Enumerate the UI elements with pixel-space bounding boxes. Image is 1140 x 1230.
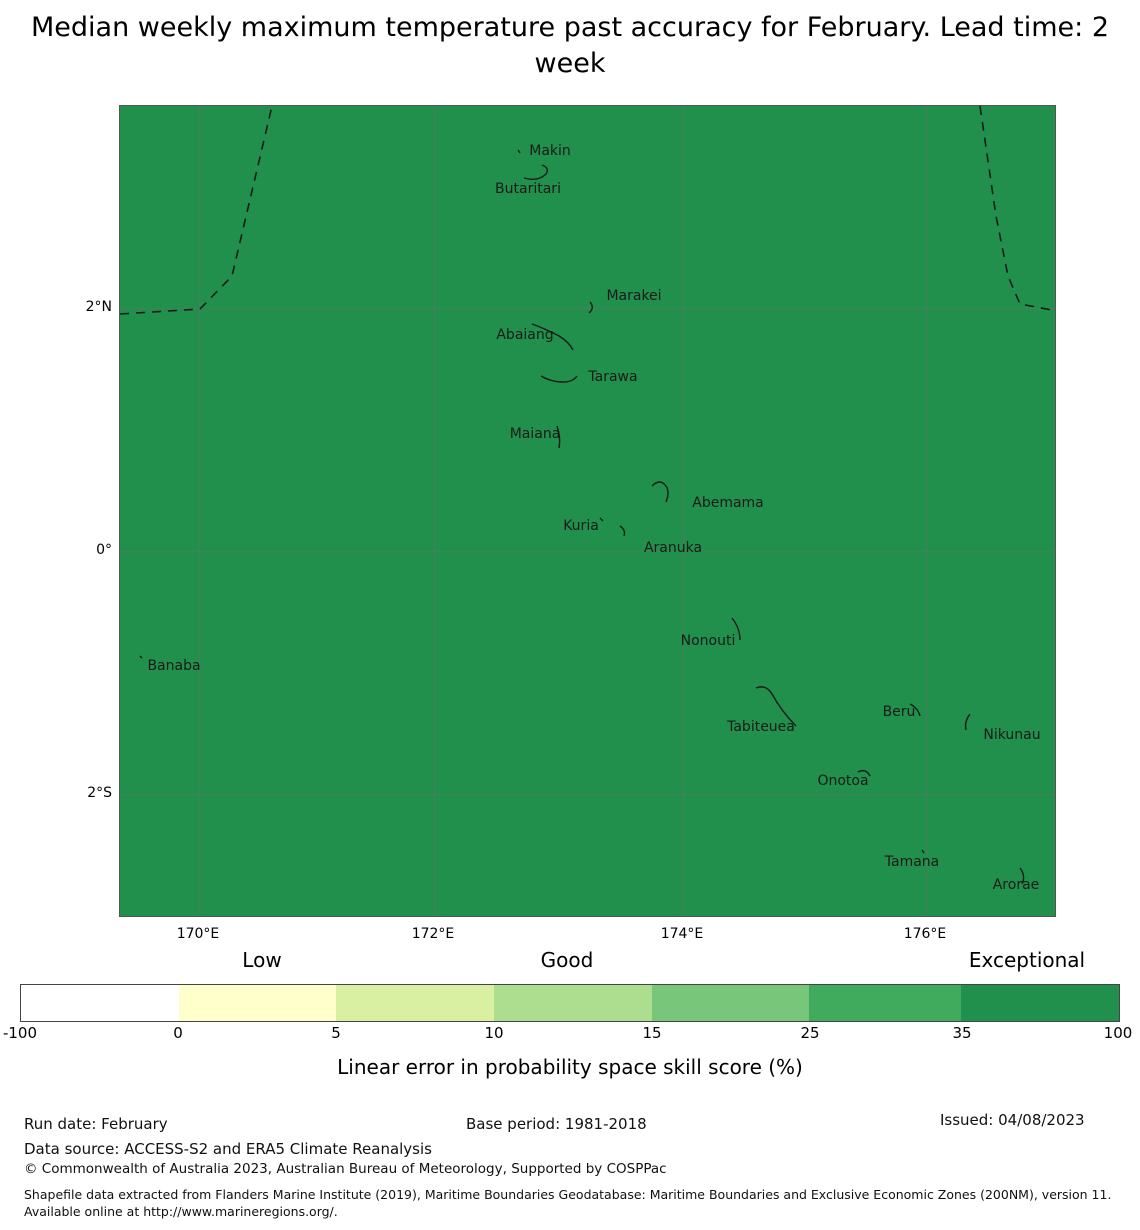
island-label-banaba: Banaba: [147, 658, 201, 674]
colorbar-tick-0: 0: [173, 1024, 183, 1042]
footer-data-source: Data source: ACCESS-S2 and ERA5 Climate Reanalysis: [24, 1140, 432, 1158]
island-kuria: [600, 518, 603, 521]
island-tamana: [922, 850, 924, 853]
island-label-onotoa: Onotoa: [817, 773, 869, 789]
island-abemama: [652, 482, 668, 502]
colorbar-tick-15: 15: [642, 1024, 662, 1042]
colorbar-tick-5: 5: [331, 1024, 341, 1042]
island-aranuka: [620, 526, 625, 536]
island-outlines: [120, 106, 1056, 917]
colorbar-segment-neg100-0: [21, 985, 179, 1021]
colorbar-segment-0-5: [179, 985, 337, 1021]
island-label-tamana: Tamana: [884, 854, 940, 870]
y-tick-0: 0°: [96, 542, 112, 558]
colorbar-segment-5-10: [336, 985, 494, 1021]
y-tick-2s: 2°S: [87, 785, 112, 801]
island-tarawa: [541, 376, 577, 382]
footer-shapefile-note: Shapefile data extracted from Flanders Marine Institute (2019), Maritime Boundaries Geodatabase: Maritime Boundaries and Exclusive Economic Zones (200NM), version 11. Available online at http://www.marineregions.org/.: [24, 1187, 1112, 1219]
colorbar-tick-neg100: -100: [2, 1024, 38, 1042]
colorbar-axis-label: Linear error in probability space skill score (%): [337, 1055, 803, 1079]
footer-copyright: © Commonwealth of Australia 2023, Australian Bureau of Meteorology, Supported by COSPPac: [24, 1161, 667, 1177]
island-label-tabiteuea: Tabiteuea: [727, 719, 795, 735]
island-label-tarawa: Tarawa: [588, 369, 638, 385]
x-tick-174e: 174°E: [660, 926, 704, 942]
island-nikunau: [966, 714, 971, 730]
island-butaritari: [524, 165, 547, 179]
colorbar-tick-100: 100: [1103, 1024, 1133, 1042]
island-label-butaritari: Butaritari: [495, 181, 561, 197]
map-plot-area: [119, 105, 1056, 917]
island-makin: [518, 150, 520, 153]
footer-run-date: Run date: February: [24, 1115, 168, 1133]
island-label-arorae: Arorae: [992, 877, 1040, 893]
island-label-abaiang: Abaiang: [496, 327, 554, 343]
colorbar-segment-25-35: [809, 985, 961, 1021]
colorbar-category-low: Low: [242, 948, 282, 972]
colorbar: [20, 984, 1120, 1022]
page-title: Median weekly maximum temperature past accuracy for February. Lead time: 2 week: [31, 12, 1109, 79]
colorbar-category-exceptional: Exceptional: [968, 948, 1086, 972]
colorbar-segment-15-25: [652, 985, 810, 1021]
colorbar-segment-10-15: [494, 985, 652, 1021]
island-banaba: [140, 656, 142, 658]
colorbar-category-good: Good: [540, 948, 594, 972]
colorbar-tick-10: 10: [484, 1024, 504, 1042]
island-label-aranuka: Aranuka: [643, 540, 703, 556]
y-tick-2n: 2°N: [85, 299, 112, 315]
island-label-makin: Makin: [529, 143, 571, 159]
island-label-marakei: Marakei: [606, 288, 662, 304]
x-tick-170e: 170°E: [176, 926, 220, 942]
island-marakei: [589, 302, 592, 313]
colorbar-tick-35: 35: [952, 1024, 972, 1042]
colorbar-segment-35-100: [961, 985, 1119, 1021]
footer-issued-date: Issued: 04/08/2023: [940, 1111, 1085, 1129]
island-label-nikunau: Nikunau: [983, 727, 1041, 743]
island-label-nonouti: Nonouti: [680, 633, 736, 649]
x-tick-176e: 176°E: [903, 926, 947, 942]
island-label-kuria: Kuria: [563, 518, 599, 534]
island-label-abemama: Abemama: [692, 495, 764, 511]
x-tick-172e: 172°E: [411, 926, 455, 942]
island-label-maiana: Maiana: [509, 426, 561, 442]
footer-base-period: Base period: 1981-2018: [466, 1115, 647, 1133]
island-label-beru: Beru: [882, 704, 916, 720]
colorbar-tick-25: 25: [800, 1024, 820, 1042]
